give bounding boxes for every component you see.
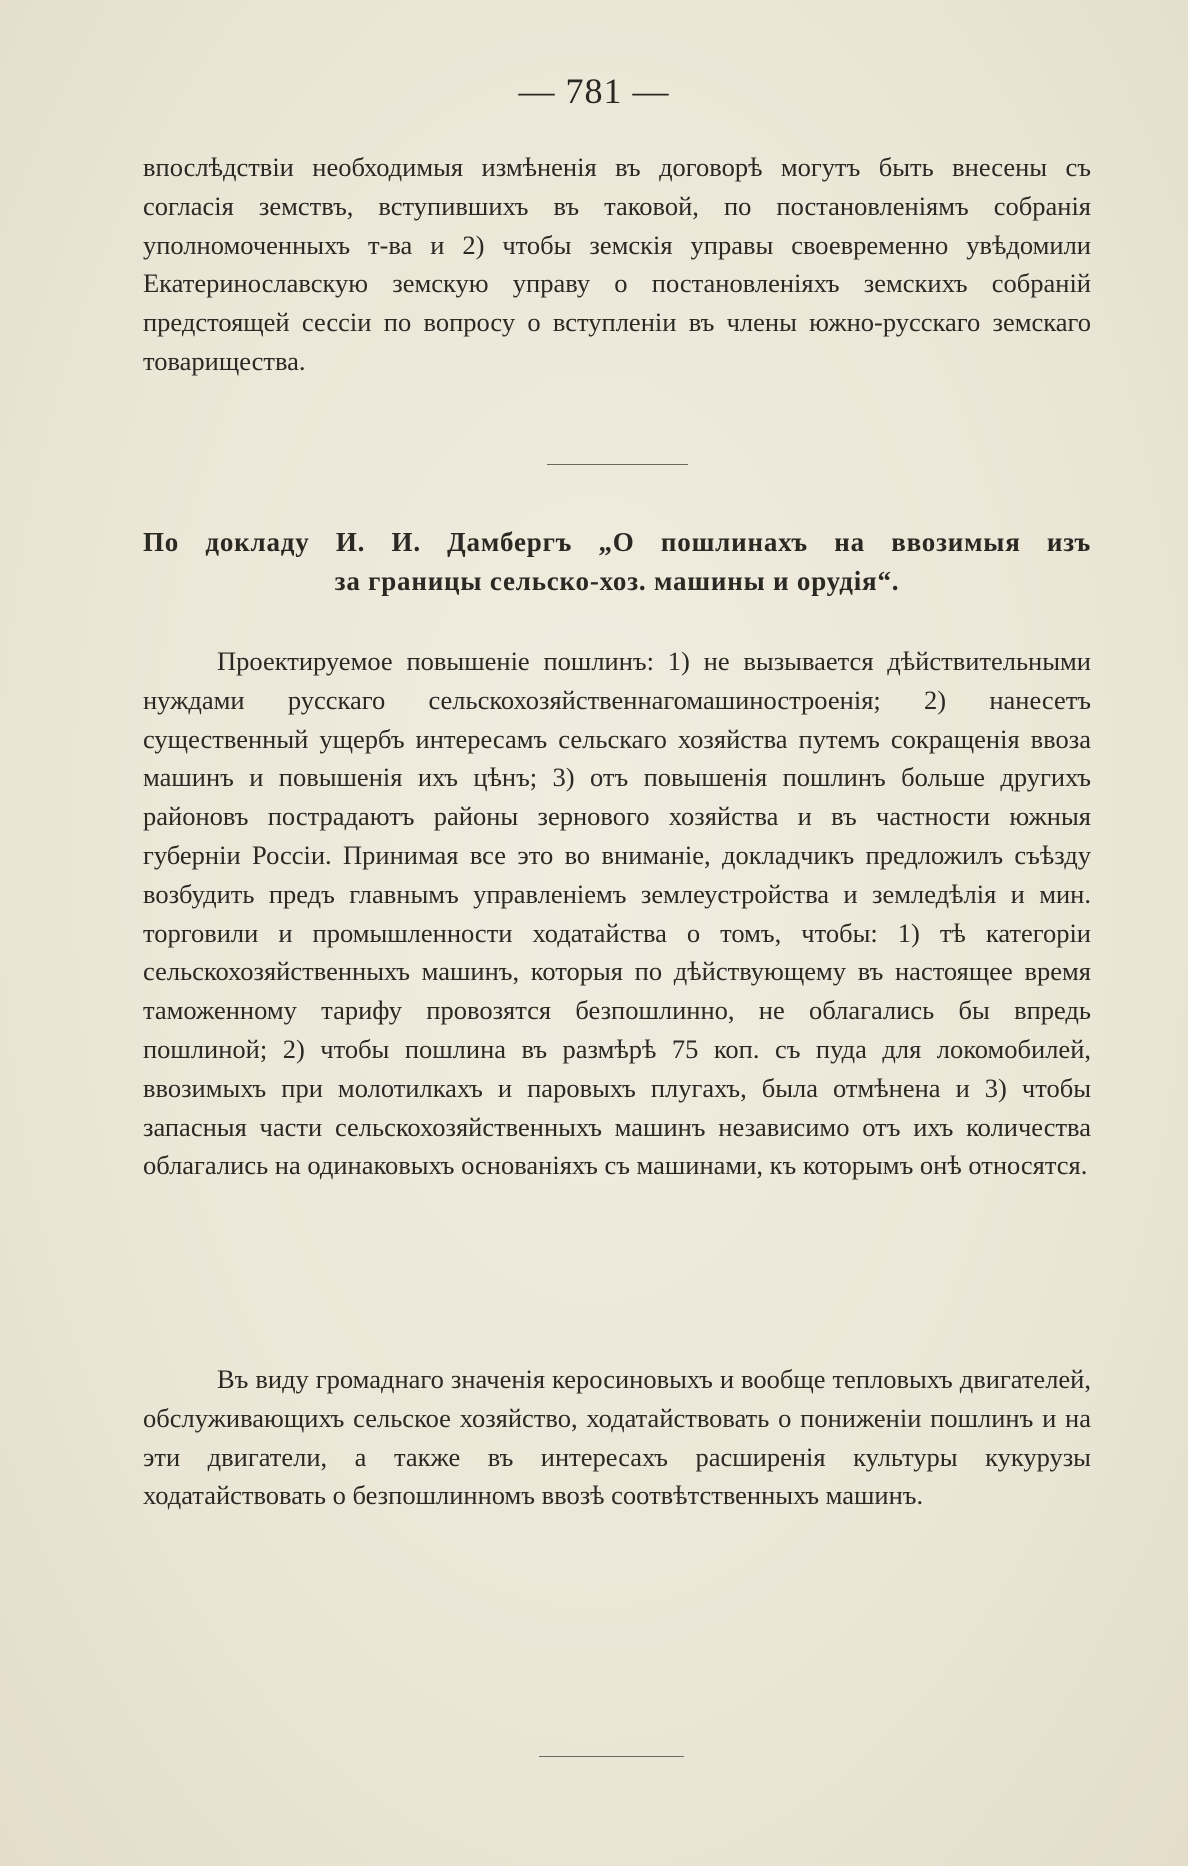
section-heading-line-1: По докладу И. И. Дамбергъ „О пошлинахъ на ввозимыя изъ	[143, 527, 1091, 557]
paragraph-resolution-duties: Проектируемое повышеніе пошлинъ: 1) не вызывается дѣйствительными нуждами русскаго сельскохозяйственнагомашиностроенія; 2) нанесетъ существенный ущербъ интересамъ сельскаго хозяйства путемъ сокращенія ввоза машинъ и повышенія ихъ цѣнъ; 3) отъ повышенія пошлинъ больше другихъ районовъ пострадаютъ районы зернового хозяйства и въ частности южныя губерніи Россіи. Принимая все это во вниманіе, докладчикъ предложилъ съѣзду возбудить предъ главнымъ управленіемъ землеустройства и земледѣлія и мин. торговили и промышленности ходатайства о томъ, чтобы: 1) тѣ категоріи сельскохозяйственныхъ машинъ, которыя по дѣйствующему въ настоящее время таможенному тарифу провозятся безпошлинно, не облагались бы впредь пошлиной; 2) чтобы пошлина въ размѣрѣ 75 коп. съ пуда для локомобилей, ввозимыхъ при молотилкахъ и паровыхъ плугахъ, была отмѣнена и 3) чтобы запасныя части сельскохозяйственныхъ машинъ независимо отъ ихъ количества облагались на одинаковыхъ основаніяхъ съ машинами, къ которымъ онѣ относятся.	[143, 646, 1091, 1181]
page-number: — 781 —	[518, 71, 670, 111]
section-divider-bottom	[539, 1756, 684, 1757]
section-heading-line-2: за границы сельско-хоз. машины и орудія“.	[334, 566, 900, 596]
section-heading	[143, 523, 1091, 601]
paragraph-resolution-engines: Въ виду громаднаго значенія керосиновыхъ и вообще тепловыхъ двигателей, обслуживающихъ сельское хозяйство, ходатайствовать о пониженіи пошлинъ и на эти двигатели, а также въ интересахъ расширенія культуры кукурузы ходатайствовать о безпошлинномъ ввозѣ соотвѣтственныхъ машинъ.	[143, 1364, 1091, 1511]
paragraph-continuation: впослѣдствіи необходимыя измѣненія въ договорѣ могутъ быть внесены съ согласія земствъ, вступившихъ въ таковой, по постановленіямъ собранія уполномоченныхъ т-ва и 2) чтобы земскія управы своевременно увѣдомили Екатеринославскую земскую управу о постановленіяхъ земскихъ собраній предстоящей сессіи по вопросу о вступленіи въ члены южно-русскаго земскаго товарищества.	[143, 152, 1091, 376]
section-divider-top	[547, 464, 688, 465]
